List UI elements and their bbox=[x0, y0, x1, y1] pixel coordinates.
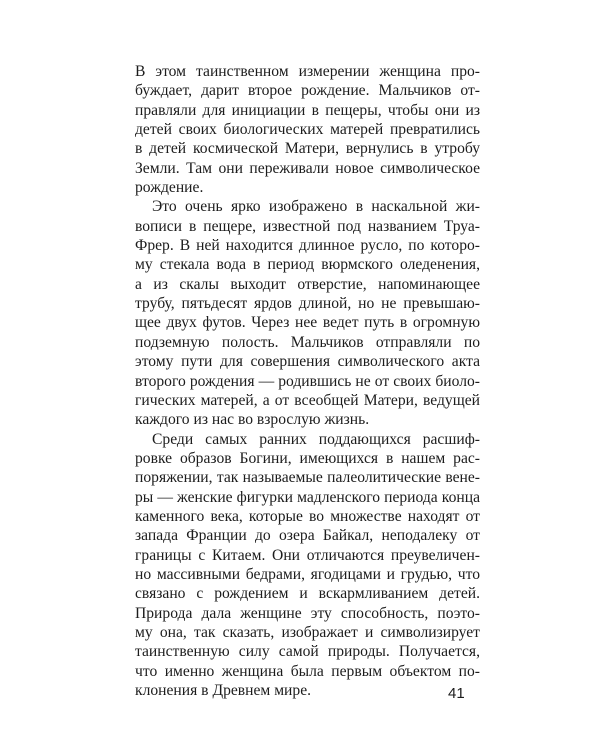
paragraph bbox=[135, 430, 480, 701]
text-line: каменного века, которые во множестве находят от bbox=[135, 507, 480, 525]
paragraph bbox=[135, 197, 480, 429]
text-line: этому пути для совершения символического акта bbox=[135, 353, 480, 371]
text-line: второго рождения — родившись не от своих биоло- bbox=[135, 372, 480, 390]
text-line: каждого из нас во взрослую жизнь. bbox=[135, 411, 370, 429]
text-line: вописи в пещере, известной под названием Труа- bbox=[135, 217, 480, 235]
page-number: 41 bbox=[448, 685, 465, 702]
text-line: запада Франции до озера Байкал, неподалеку от bbox=[135, 527, 480, 545]
text-line: му стекала вода в период вюрмского оледенения, bbox=[135, 256, 480, 274]
text-line: Природа дала женщине эту способность, поэто- bbox=[135, 604, 480, 622]
text-line: ры — женские фигурки мадленского периода конца bbox=[135, 488, 480, 506]
text-line: в детей космической Матери, вернулись в утробу bbox=[135, 140, 480, 158]
text-line: буждает, дарит второе рождение. Мальчиков от- bbox=[135, 82, 480, 100]
text-line: В этом таинственном измерении женщина про- bbox=[135, 63, 480, 80]
text-line: трубу, пятьдесят ярдов длиной, но не превышаю- bbox=[135, 295, 480, 313]
text-line: Фрер. В ней находится длинное русло, по которо- bbox=[135, 237, 480, 255]
text-line: подземную полость. Мальчиков отправляли по bbox=[135, 333, 480, 351]
text-line: правляли для инициации в пещеры, чтобы они из bbox=[135, 101, 480, 119]
text-line: му она, так сказать, изображает и символизирует bbox=[135, 623, 480, 641]
text-line: рождение. bbox=[135, 179, 204, 197]
text-line: Среди самых ранних поддающихся расшиф- bbox=[152, 430, 480, 448]
text-line: детей своих биологических матерей превратились bbox=[135, 121, 480, 139]
body-text bbox=[135, 62, 480, 700]
text-line: ровке образов Богини, имеющихся в нашем рас- bbox=[135, 449, 480, 467]
text-line: Земли. Там они переживали новое символическое bbox=[135, 159, 480, 177]
text-line: а из скалы выходит отверстие, напоминающее bbox=[135, 275, 480, 293]
text-line: связано с рождением и вскармливанием детей. bbox=[135, 585, 480, 603]
text-line: границы с Китаем. Они отличаются преувеличен- bbox=[135, 546, 480, 564]
text-line: клонения в Древнем мире. bbox=[135, 682, 312, 699]
text-line: поряжении, так называемые палеолитические вене- bbox=[135, 469, 480, 487]
paragraph bbox=[135, 62, 480, 197]
text-line: таинственную силу самой природы. Получается, bbox=[135, 643, 480, 661]
text-line: щее двух футов. Через нее ведет путь в огромную bbox=[135, 314, 480, 332]
text-line: но массивными бедрами, ягодицами и грудью, что bbox=[135, 565, 480, 583]
text-line: гических матерей, а от всеобщей Матери, ведущей bbox=[135, 391, 480, 409]
text-line: что именно женщина была первым объектом по- bbox=[135, 662, 480, 680]
text-line: Это очень ярко изображено в наскальной жи- bbox=[152, 198, 480, 216]
